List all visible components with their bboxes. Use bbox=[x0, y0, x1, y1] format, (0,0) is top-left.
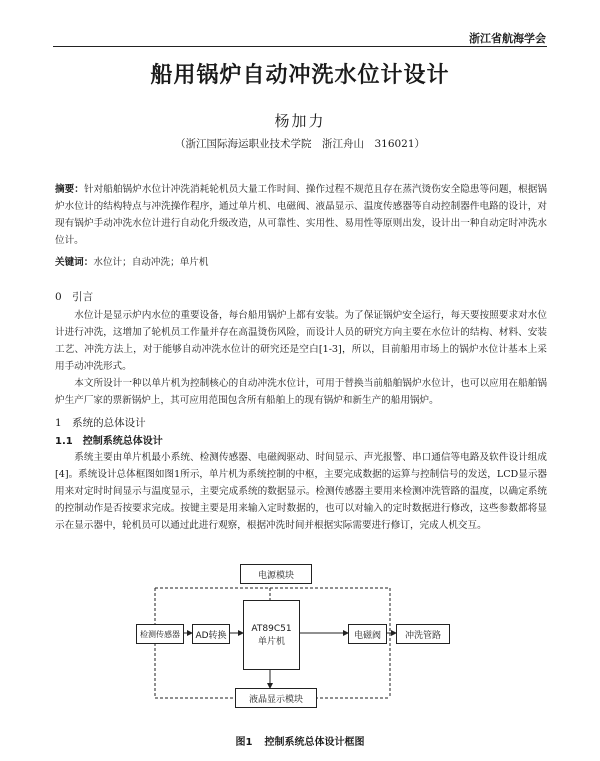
abstract-label: 摘要： bbox=[55, 184, 84, 195]
mcu-model: AT89C51 bbox=[251, 623, 292, 634]
mcu-label: 单片机 bbox=[257, 636, 285, 647]
system-block-diagram bbox=[140, 560, 460, 725]
section-1-1-paragraph: 系统主要由单片机最小系统、检测传感器、电磁阀驱动、时间显示、声光报警、串口通信等电路及软件设计组成[4]。系统设计总体框图如图1所示，单片机为系统控制的中枢，主要完成数据的运算与控制信号的发送，LCD显示器用来对定时时间显示与温度显示，主要完成系统的数据显示。检测传感器主要用来检测冲洗管路的温度，以确定系统的控制动作是否按要求完成。按键主要是用来输入定时数据的，也可以对输入的定时数据进行修改，这些参数都将显示在显示器中，轮机员可以通过此进行观察，根据冲洗时间并根据实际需要进行修订，完成人机交互。 bbox=[55, 452, 548, 531]
flush-pipe-box: 冲洗管路 bbox=[396, 624, 450, 644]
figure-caption bbox=[0, 733, 600, 748]
figure-caption-text: 控制系统总体设计框图 bbox=[264, 737, 365, 748]
ad-converter-box: AD转换 bbox=[192, 624, 230, 644]
paper-title: 船用锅炉自动冲洗水位计设计 bbox=[150, 63, 450, 88]
keywords-text: 水位计；自动冲洗；单片机 bbox=[93, 257, 209, 268]
power-module-box: 电源模块 bbox=[240, 564, 312, 584]
figure-number: 图1 bbox=[235, 737, 253, 748]
solenoid-valve-box: 电磁阀 bbox=[348, 624, 387, 644]
keywords bbox=[55, 254, 547, 268]
author-name: 杨加力 bbox=[274, 112, 326, 130]
keywords-label: 关键词： bbox=[55, 257, 94, 268]
lcd-module-box: 液晶显示模块 bbox=[235, 688, 317, 708]
section-1-1-heading: 1.1 控制系统总体设计 bbox=[55, 436, 163, 447]
abstract-text: 针对船舶锅炉水位计冲洗消耗轮机员大量工作时间、操作过程不规范且存在蒸汽烫伤安全隐患等问题，根据锅炉水位计的结构特点与冲洗操作程序，通过单片机、电磁阀、液晶显示、温度传感器等自动控制器件电路的设计，对现有锅炉手动冲洗水位计进行自动化升级改造，从可靠性、实用性、易用性等原则出发，设计出一种自动定时冲洗水位计。 bbox=[55, 184, 548, 246]
header-rule bbox=[53, 46, 547, 47]
mcu-box bbox=[243, 600, 300, 670]
affiliation: （浙江国际海运职业技术学院 浙江舟山 316021） bbox=[174, 138, 426, 150]
journal-name: 浙江省航海学会 bbox=[469, 32, 546, 45]
intro-paragraph-2: 本文所设计一种以单片机为控制核心的自动冲洗水位计，可用于替换当前船舶锅炉水位计，也可以应用在船舶锅炉生产厂家的票新锅炉上，其可应用范围包含所有船舶上的现有锅炉和新生产的船用锅炉。 bbox=[55, 378, 547, 406]
abstract bbox=[55, 181, 547, 249]
section-intro-heading: 0 引言 bbox=[55, 291, 94, 303]
intro-paragraph-1: 水位计是显示炉内水位的重要设备，每台船用锅炉上都有安装。为了保证锅炉安全运行，每天要按照要求对水位计进行冲洗，这增加了轮机员工作量并存在高温烫伤风险，而设计人员的研究方向主要在水位计的结构、材料、安装工艺、冲洗方法上，对于能够自动冲洗水位计的研究还是空白[1-3]，所以，目前船用市场上的锅炉水位计基本上采用手动冲洗形式。 bbox=[55, 310, 547, 372]
sensor-box: 检测传感器 bbox=[136, 624, 184, 644]
section-1-heading: 1 系统的总体设计 bbox=[55, 417, 146, 429]
